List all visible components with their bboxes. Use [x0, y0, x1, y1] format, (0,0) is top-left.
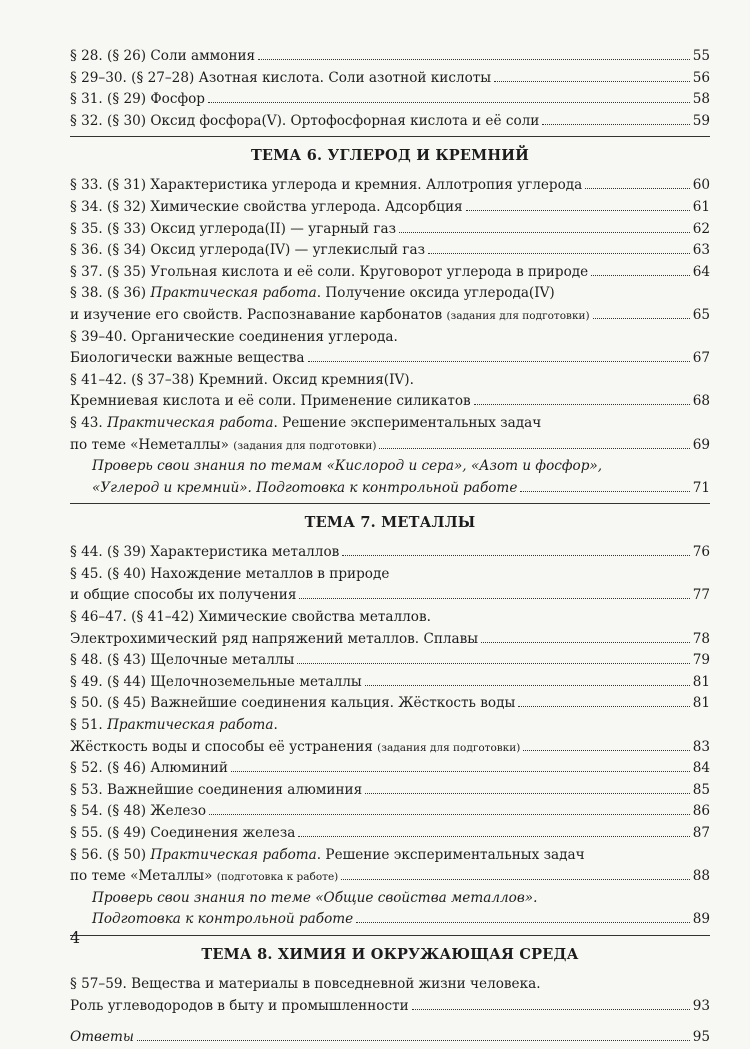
- toc-text: § 52. (§ 46) Алюминий: [70, 760, 228, 777]
- toc-entry-text: [70, 329, 398, 345]
- toc-entry: [70, 888, 710, 910]
- dot-leader: [365, 676, 690, 686]
- toc-entry: [70, 89, 710, 111]
- toc-entry: [70, 715, 710, 737]
- toc-text: § 54. (§ 48) Железо: [70, 803, 206, 820]
- toc-entry: [70, 650, 710, 672]
- toc-entry-text: [70, 111, 539, 133]
- toc-text: § 50. (§ 45) Важнейшие соединения кальция. Жёсткость воды: [70, 695, 516, 712]
- toc-text: § 44. (§ 39) Характеристика металлов: [70, 544, 340, 561]
- dot-leader: [593, 309, 690, 319]
- toc-entry-text: [70, 780, 362, 802]
- toc-entry-text: [70, 391, 471, 413]
- toc-entry-text: [70, 801, 206, 823]
- toc-page-number: 89: [692, 911, 710, 928]
- toc-entry-text: [70, 348, 305, 370]
- toc-text: . Получение оксида углерода(IV): [316, 285, 555, 302]
- toc-entry-text: [70, 672, 362, 694]
- toc-entry: [70, 1027, 710, 1049]
- toc-entry-text: [70, 717, 278, 733]
- toc-text: § 57–59. Вещества и материалы в повседневной жизни человека.: [70, 975, 541, 992]
- toc-entry-text: [70, 629, 478, 651]
- toc-page-number: 67: [692, 350, 710, 367]
- toc-entry: [70, 564, 710, 586]
- dot-leader: [466, 201, 690, 211]
- toc-page-number: 61: [692, 198, 710, 215]
- toc-entry-text: [70, 650, 294, 672]
- dot-leader: [428, 244, 690, 254]
- toc-note-text: (подготовка к работе): [216, 871, 339, 884]
- toc-text: § 37. (§ 35) Угольная кислота и её соли. Круговорот углерода в природе: [70, 263, 589, 280]
- toc-entry: [70, 413, 710, 435]
- toc-text: § 46–47. (§ 41–42) Химические свойства металлов.: [70, 609, 431, 626]
- toc-italic-text: Проверь свои знания по теме «Общие свойства металлов».: [92, 889, 538, 906]
- toc-entry: [70, 737, 710, 759]
- dot-leader: [474, 395, 690, 405]
- toc-entry: [70, 305, 710, 327]
- toc-page-number: 77: [692, 587, 710, 604]
- toc-entry: [70, 348, 710, 370]
- toc-entry: [70, 240, 710, 262]
- toc-text: § 35. (§ 33) Оксид углерода(II) — угарный газ: [70, 220, 396, 237]
- toc-page-number: 62: [692, 220, 710, 237]
- toc-italic-text: Практическая работа: [107, 717, 274, 734]
- dot-leader: [299, 590, 689, 600]
- toc-entry: [70, 370, 710, 392]
- toc-text: § 45. (§ 40) Нахождение металлов в природе: [70, 565, 390, 582]
- dot-leader: [518, 698, 689, 708]
- toc-text: § 51.: [70, 717, 108, 734]
- toc-text: § 43.: [70, 414, 108, 431]
- toc-entry-text: [70, 609, 431, 625]
- toc-entry-text: [70, 847, 585, 863]
- toc-page-number: 60: [692, 177, 710, 194]
- dot-leader: [308, 352, 690, 362]
- toc-entry-text: [70, 585, 296, 607]
- dot-leader: [231, 762, 690, 772]
- toc-entry-text: [70, 415, 541, 431]
- toc-text: § 41–42. (§ 37–38) Кремний. Оксид кремния(IV).: [70, 371, 414, 388]
- dot-leader: [209, 806, 690, 816]
- toc-italic-text: «Углерод и кремний». Подготовка к контрольной работе: [92, 479, 518, 496]
- toc-entry: [70, 175, 710, 197]
- toc-entry-text: [70, 542, 339, 564]
- toc-entry-text: [70, 46, 255, 68]
- toc-entry: [70, 845, 710, 867]
- dot-leader: [412, 1000, 690, 1010]
- dot-leader: [542, 115, 689, 125]
- toc-text: § 53. Важнейшие соединения алюминия: [70, 781, 363, 798]
- toc-page-number: 63: [692, 242, 710, 259]
- toc-page-number: 68: [692, 393, 710, 410]
- toc-page-number: 59: [692, 112, 710, 129]
- toc-text: Роль углеводородов в быту и промышленности: [70, 997, 409, 1014]
- toc-entry: [70, 909, 710, 931]
- toc-entry-text: [70, 758, 228, 780]
- toc-entry: [70, 801, 710, 823]
- toc-text: § 38. (§ 36): [70, 285, 151, 302]
- toc-text: Кремниевая кислота и её соли. Применение силикатов: [70, 393, 471, 410]
- toc-entry-text: [70, 737, 520, 760]
- toc-page-number: 83: [692, 738, 710, 755]
- toc-text: по теме «Металлы»: [70, 868, 217, 885]
- dot-leader: [341, 870, 689, 880]
- toc-entry: [70, 478, 710, 500]
- toc-italic-text: Проверь свои знания по темам «Кислород и сера», «Азот и фосфор»,: [92, 458, 603, 475]
- toc-entry: [70, 542, 710, 564]
- toc-entry: [70, 456, 710, 478]
- toc-page-number: 87: [692, 825, 710, 841]
- dot-leader: [342, 546, 689, 556]
- toc-entry-text: [70, 372, 414, 388]
- toc-entry-text: [70, 823, 295, 845]
- toc-page-number: 64: [692, 263, 710, 280]
- toc-page-number: 85: [692, 781, 710, 798]
- toc-italic-text: Ответы: [70, 1029, 134, 1046]
- toc-entry-text: [70, 435, 376, 458]
- toc-entry: [70, 46, 710, 68]
- dot-leader: [297, 654, 689, 664]
- toc-text: § 28. (§ 26) Соли аммония: [70, 48, 256, 64]
- toc-entry-text: [70, 305, 590, 328]
- toc-entry: [70, 974, 710, 996]
- toc-text: . Решение экспериментальных задач: [273, 414, 542, 431]
- dot-leader: [379, 439, 689, 449]
- toc-entry-text: [70, 996, 409, 1018]
- toc-text: Электрохимический ряд напряжений металлов. Сплавы: [70, 630, 479, 647]
- toc-page-number: 78: [692, 630, 710, 647]
- toc-page-number: 86: [692, 803, 710, 820]
- toc-entry-text: [70, 197, 463, 219]
- dot-leader: [481, 633, 690, 643]
- dot-leader: [258, 50, 690, 60]
- toc-text: § 36. (§ 34) Оксид углерода(IV) — углекислый газ: [70, 242, 426, 259]
- dot-leader: [399, 223, 690, 233]
- page-number: 4: [70, 928, 81, 947]
- toc-text: § 32. (§ 30) Оксид фосфора(V). Ортофосфорная кислота и её соли: [70, 112, 540, 129]
- toc-text: § 49. (§ 44) Щелочноземельные металлы: [70, 673, 362, 690]
- toc-entry: [70, 435, 710, 457]
- toc-page-number: 76: [692, 544, 710, 561]
- toc-note-text: (задания для подготовки): [233, 439, 377, 452]
- toc-page-number: 81: [692, 695, 710, 712]
- toc-entry: [70, 68, 710, 90]
- toc-entry: [70, 111, 710, 133]
- toc-page-number: 71: [692, 479, 710, 496]
- toc-entry-text: [70, 866, 338, 889]
- toc-entry-text: [92, 478, 517, 500]
- dot-leader: [591, 266, 690, 276]
- toc-text: и изучение его свойств. Распознавание карбонатов: [70, 306, 447, 323]
- toc-entry: [70, 607, 710, 629]
- toc-entry: [70, 672, 710, 694]
- dot-leader: [208, 93, 690, 103]
- toc-entry-text: [92, 890, 537, 906]
- toc-page-number: 79: [692, 652, 710, 669]
- section-heading: ТЕМА 6. УГЛЕРОД И КРЕМНИЙ: [250, 147, 530, 165]
- dot-leader: [520, 482, 689, 492]
- section-heading: ТЕМА 8. ХИМИЯ И ОКРУЖАЮЩАЯ СРЕДА: [201, 945, 579, 963]
- dot-leader: [356, 914, 689, 924]
- toc-entry: [70, 283, 710, 305]
- toc-text: .: [273, 717, 278, 734]
- toc-page-number: 58: [692, 91, 710, 108]
- toc-text: § 29–30. (§ 27–28) Азотная кислота. Соли азотной кислоты: [70, 69, 492, 86]
- toc-entry-text: [70, 1027, 134, 1049]
- toc-page-number: 88: [692, 868, 710, 885]
- toc-italic-text: Подготовка к контрольной работе: [92, 911, 354, 928]
- toc-entry-text: [92, 909, 353, 931]
- dot-leader: [523, 741, 689, 751]
- toc-text: § 31. (§ 29) Фосфор: [70, 91, 206, 108]
- toc-page-number: 56: [692, 69, 710, 86]
- toc-entry: [70, 758, 710, 780]
- toc-entry-text: [70, 219, 396, 241]
- toc-italic-text: Практическая работа: [107, 414, 274, 431]
- dot-leader: [137, 1031, 690, 1041]
- toc-entry-text: [70, 566, 389, 582]
- toc-page-number: 55: [692, 48, 710, 64]
- toc-entry-text: [70, 240, 425, 262]
- section-heading: ТЕМА 7. МЕТАЛЛЫ: [304, 514, 476, 532]
- toc-entry: [70, 391, 710, 413]
- toc-page-number: 81: [692, 673, 710, 690]
- toc-text: и общие способы их получения: [70, 587, 297, 604]
- toc-page-number: 95: [692, 1029, 710, 1046]
- toc-entry: [70, 327, 710, 349]
- toc-entry-text: [70, 175, 582, 197]
- toc-entry: [70, 585, 710, 607]
- toc-entry-text: [92, 458, 602, 474]
- toc-entry-text: [70, 285, 555, 301]
- toc-entry: [70, 197, 710, 219]
- toc-entry-text: [70, 262, 588, 284]
- toc-text: § 34. (§ 32) Химические свойства углерода. Адсорбция: [70, 198, 463, 215]
- toc-entry: [70, 780, 710, 802]
- dot-leader: [298, 827, 689, 837]
- toc-entry: [70, 996, 710, 1018]
- toc-text: Жёсткость воды и способы её устранения: [70, 738, 378, 755]
- toc-text: § 33. (§ 31) Характеристика углерода и кремния. Аллотропия углерода: [70, 177, 583, 194]
- dot-leader: [365, 784, 690, 794]
- toc-entry: [70, 693, 710, 715]
- toc-page-number: 93: [692, 997, 710, 1014]
- toc-text: . Решение экспериментальных задач: [316, 846, 585, 863]
- toc-entry: [70, 629, 710, 651]
- toc-text: § 55. (§ 49) Соединения железа: [70, 825, 296, 841]
- toc-entry-text: [70, 68, 491, 90]
- dot-leader: [585, 180, 689, 190]
- table-of-contents: [70, 46, 710, 1049]
- toc-italic-text: Практическая работа: [150, 285, 317, 302]
- toc-entry: [70, 823, 710, 845]
- toc-text: § 48. (§ 43) Щелочные металлы: [70, 652, 295, 669]
- toc-text: по теме «Неметаллы»: [70, 436, 234, 453]
- toc-note-text: (задания для подготовки): [446, 309, 590, 322]
- toc-entry: [70, 262, 710, 284]
- toc-page-number: 65: [692, 306, 710, 323]
- toc-text: § 39–40. Органические соединения углерода.: [70, 328, 398, 345]
- toc-entry-text: [70, 693, 515, 715]
- toc-note-text: (задания для подготовки): [377, 741, 521, 754]
- toc-entry: [70, 219, 710, 241]
- toc-page-number: 84: [692, 760, 710, 777]
- toc-text: Биологически важные вещества: [70, 350, 305, 367]
- dot-leader: [494, 72, 690, 82]
- toc-text: § 56. (§ 50): [70, 846, 151, 863]
- toc-entry: [70, 866, 710, 888]
- toc-italic-text: Практическая работа: [150, 846, 317, 863]
- toc-page-number: 69: [692, 436, 710, 453]
- toc-entry-text: [70, 89, 205, 111]
